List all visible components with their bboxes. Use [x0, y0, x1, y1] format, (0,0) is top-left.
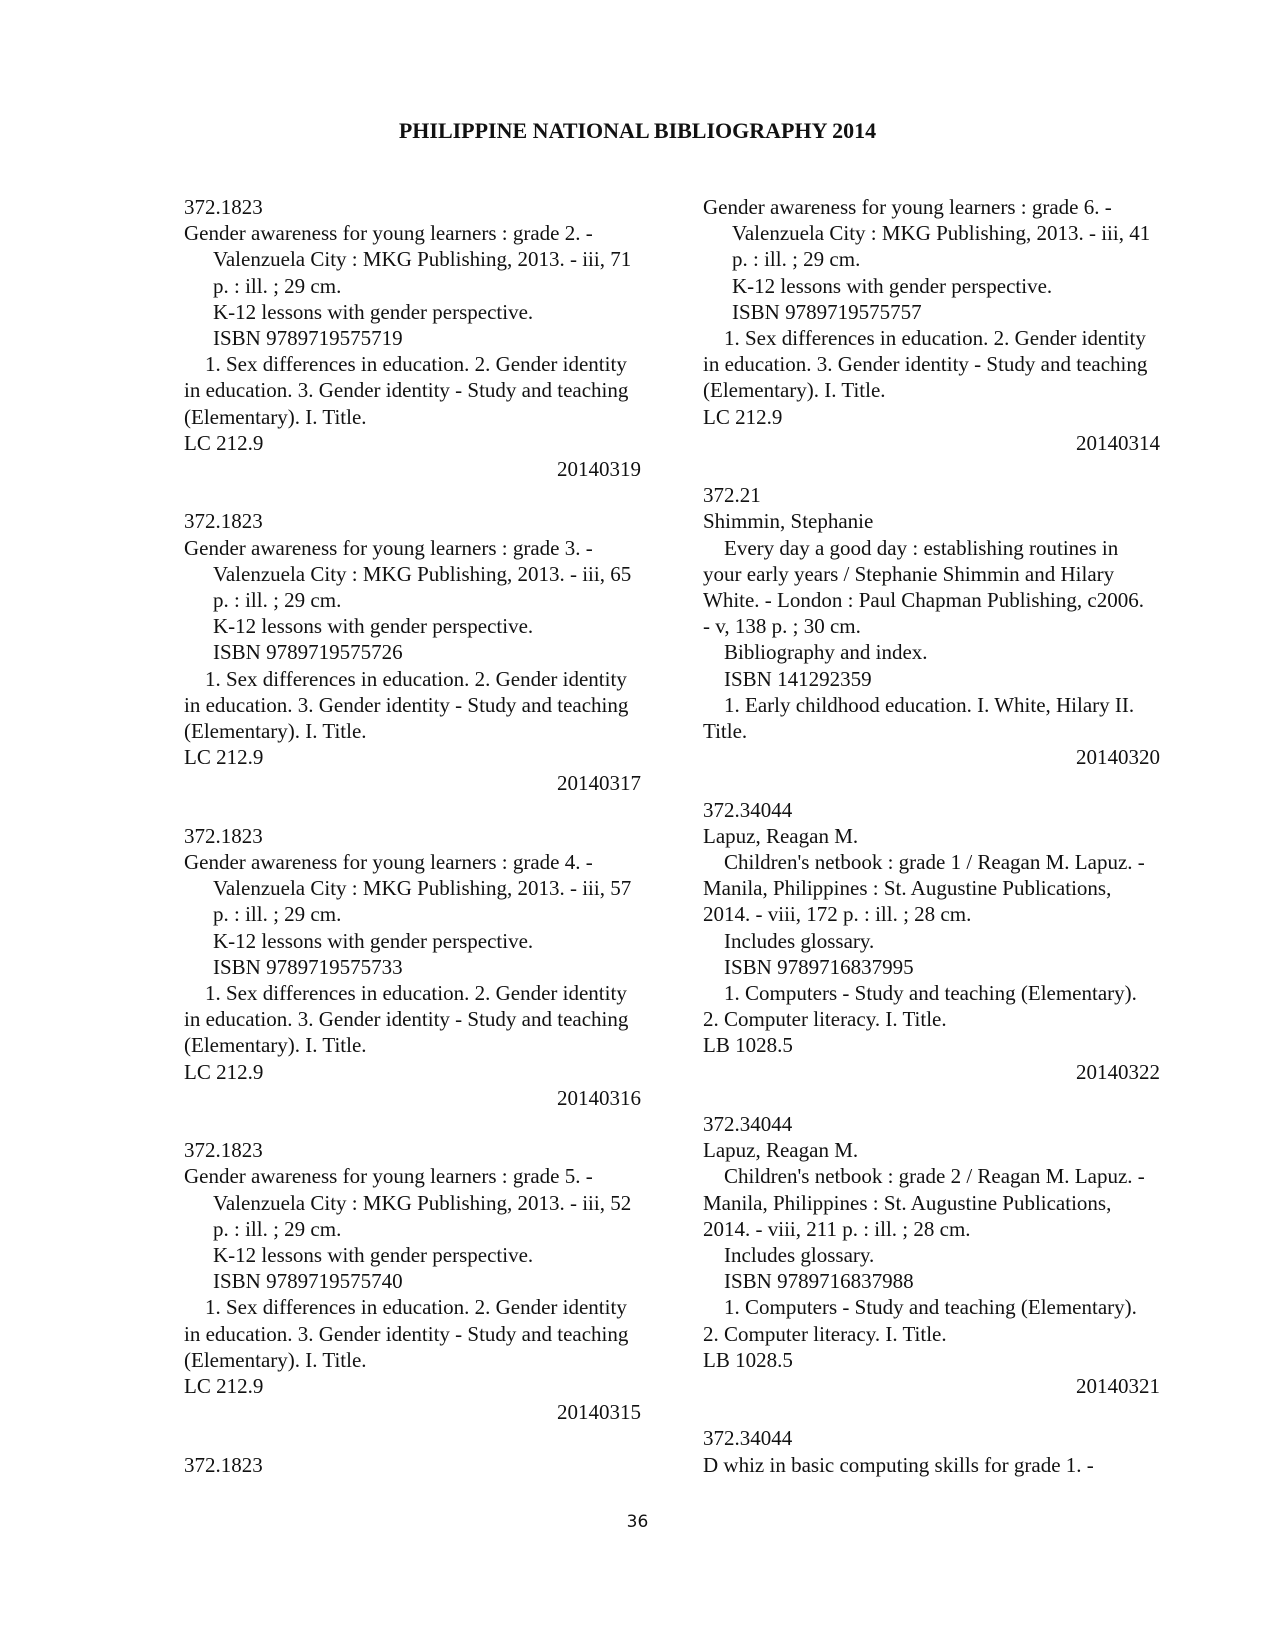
entry-line: ISBN 9789716837988 — [703, 1269, 914, 1294]
entry-line: Includes glossary. — [703, 1243, 875, 1268]
entry-line: ISBN 9789719575726 — [213, 640, 403, 665]
bibliography-entry — [184, 194, 659, 482]
entry-date: 20140314 — [1076, 430, 1160, 455]
entry-line: 372.21 — [703, 483, 761, 508]
entry-line: 372.34044 — [703, 797, 793, 822]
bibliography-entry — [703, 1425, 1178, 1477]
entry-line: your early years / Stephanie Shimmin and Hilary — [703, 561, 1115, 586]
entry-line: 1. Early childhood education. I. White, Hilary II. — [703, 692, 1135, 717]
entry-line: 372.34044 — [703, 1112, 793, 1137]
bibliography-entry — [703, 482, 1178, 770]
entry-line: 2014. - viii, 172 p. : ill. ; 28 cm. — [703, 902, 972, 927]
entry-line: Valenzuela City : MKG Publishing, 2013. - iii, 65 — [213, 561, 632, 586]
entry-line: Gender awareness for young learners : grade 4. - — [184, 850, 593, 875]
entry-line: Children's netbook : grade 1 / Reagan M. Lapuz. - — [703, 850, 1145, 875]
entry-date: 20140321 — [1076, 1374, 1160, 1399]
entry-line: Gender awareness for young learners : grade 2. - — [184, 221, 593, 246]
entry-line: in education. 3. Gender identity - Study and teaching — [184, 378, 629, 403]
entry-line: Valenzuela City : MKG Publishing, 2013. - iii, 71 — [213, 247, 632, 272]
entry-line: 1. Sex differences in education. 2. Gender identity — [184, 1295, 627, 1320]
entry-line: p. : ill. ; 29 cm. — [213, 273, 342, 298]
bibliography-entry — [184, 508, 659, 796]
bibliography-entry — [184, 1452, 659, 1478]
entry-line: 372.1823 — [184, 823, 263, 848]
entry-line: LC 212.9 — [184, 1059, 264, 1084]
left-column — [184, 194, 659, 1504]
entry-line: p. : ill. ; 29 cm. — [213, 902, 342, 927]
entry-line: Lapuz, Reagan M. — [703, 823, 859, 848]
entry-line: (Elementary). I. Title. — [703, 378, 886, 403]
entry-date: 20140320 — [1076, 745, 1160, 770]
entry-line: LC 212.9 — [703, 404, 783, 429]
entry-line: in education. 3. Gender identity - Study and teaching — [184, 1007, 629, 1032]
entry-line: Gender awareness for young learners : grade 3. - — [184, 535, 593, 560]
entry-date: 20140319 — [557, 457, 641, 482]
entry-line: - v, 138 p. ; 30 cm. — [703, 614, 861, 639]
entry-line: K-12 lessons with gender perspective. — [213, 928, 534, 953]
entry-line: ISBN 9789719575757 — [732, 299, 922, 324]
entry-line: LC 212.9 — [184, 1374, 264, 1399]
entry-line: Valenzuela City : MKG Publishing, 2013. - iii, 41 — [732, 221, 1151, 246]
bibliography-entry — [184, 1137, 659, 1425]
entry-date: 20140322 — [1076, 1059, 1160, 1084]
entry-line: (Elementary). I. Title. — [184, 719, 367, 744]
entry-line: p. : ill. ; 29 cm. — [732, 247, 861, 272]
entry-line: 372.1823 — [184, 1138, 263, 1163]
bibliography-entry — [703, 797, 1178, 1085]
entry-line: 1. Computers - Study and teaching (Elementary). — [703, 981, 1137, 1006]
page-title: PHILIPPINE NATIONAL BIBLIOGRAPHY 2014 — [398, 118, 877, 143]
entry-line: ISBN 141292359 — [703, 666, 872, 691]
bibliography-entry — [184, 823, 659, 1111]
entry-line: D whiz in basic computing skills for grade 1. - — [703, 1452, 1094, 1477]
entry-line: Gender awareness for young learners : grade 5. - — [184, 1164, 593, 1189]
entry-line: ISBN 9789716837995 — [703, 954, 914, 979]
entry-line: Manila, Philippines : St. Augustine Publications, — [703, 1190, 1112, 1215]
right-column — [703, 194, 1178, 1504]
entry-line: 2014. - viii, 211 p. : ill. ; 28 cm. — [703, 1216, 971, 1241]
entry-line: Lapuz, Reagan M. — [703, 1138, 859, 1163]
entry-line: Manila, Philippines : St. Augustine Publications, — [703, 876, 1112, 901]
entry-line: p. : ill. ; 29 cm. — [213, 1216, 342, 1241]
entry-line: Includes glossary. — [703, 928, 875, 953]
entry-line: 1. Sex differences in education. 2. Gender identity — [184, 981, 627, 1006]
entry-line: 1. Sex differences in education. 2. Gender identity — [184, 666, 627, 691]
entry-line: 1. Computers - Study and teaching (Elementary). — [703, 1295, 1137, 1320]
entry-line: LB 1028.5 — [703, 1033, 793, 1058]
entry-line: Every day a good day : establishing routines in — [703, 535, 1119, 560]
entry-line: LC 212.9 — [184, 430, 264, 455]
entry-date: 20140315 — [557, 1400, 641, 1425]
entry-line: 1. Sex differences in education. 2. Gender identity — [184, 352, 627, 377]
entry-line: p. : ill. ; 29 cm. — [213, 588, 342, 613]
entry-line: (Elementary). I. Title. — [184, 404, 367, 429]
entry-line: Gender awareness for young learners : grade 6. - — [703, 195, 1112, 219]
entry-line: Valenzuela City : MKG Publishing, 2013. - iii, 57 — [213, 876, 632, 901]
entry-line: Children's netbook : grade 2 / Reagan M. Lapuz. - — [703, 1164, 1145, 1189]
entry-line: ISBN 9789719575719 — [213, 326, 403, 351]
entry-line: White. - London : Paul Chapman Publishing, c2006. — [703, 588, 1144, 613]
bibliography-entry — [703, 1111, 1178, 1399]
entry-line: 372.1823 — [184, 1452, 263, 1477]
entry-line: K-12 lessons with gender perspective. — [213, 299, 534, 324]
entry-line: LC 212.9 — [184, 745, 264, 770]
bibliography-entry — [703, 194, 1178, 456]
entry-line: Valenzuela City : MKG Publishing, 2013. - iii, 52 — [213, 1190, 632, 1215]
entry-line: 2. Computer literacy. I. Title. — [703, 1007, 947, 1032]
entry-line: Shimmin, Stephanie — [703, 509, 874, 534]
entry-line: LB 1028.5 — [703, 1347, 793, 1372]
entry-line: in education. 3. Gender identity - Study and teaching — [184, 692, 629, 717]
page-number: 36 — [626, 1512, 649, 1532]
entry-line: in education. 3. Gender identity - Study and teaching — [703, 352, 1148, 377]
entry-date: 20140317 — [557, 771, 641, 796]
entry-line: 372.1823 — [184, 195, 263, 219]
entry-line: (Elementary). I. Title. — [184, 1033, 367, 1058]
entry-line: 372.34044 — [703, 1426, 793, 1451]
entry-line: K-12 lessons with gender perspective. — [732, 273, 1053, 298]
entry-line: ISBN 9789719575740 — [213, 1269, 403, 1294]
entry-line: ISBN 9789719575733 — [213, 954, 403, 979]
entry-line: K-12 lessons with gender perspective. — [213, 614, 534, 639]
entry-line: 1. Sex differences in education. 2. Gender identity — [703, 326, 1146, 351]
entry-line: 372.1823 — [184, 509, 263, 534]
entry-line: (Elementary). I. Title. — [184, 1347, 367, 1372]
entry-line: Bibliography and index. — [703, 640, 928, 665]
entry-line: K-12 lessons with gender perspective. — [213, 1243, 534, 1268]
entry-date: 20140316 — [557, 1085, 641, 1110]
entry-line: in education. 3. Gender identity - Study and teaching — [184, 1321, 629, 1346]
entry-line: Title. — [703, 719, 748, 744]
entry-line: 2. Computer literacy. I. Title. — [703, 1321, 947, 1346]
